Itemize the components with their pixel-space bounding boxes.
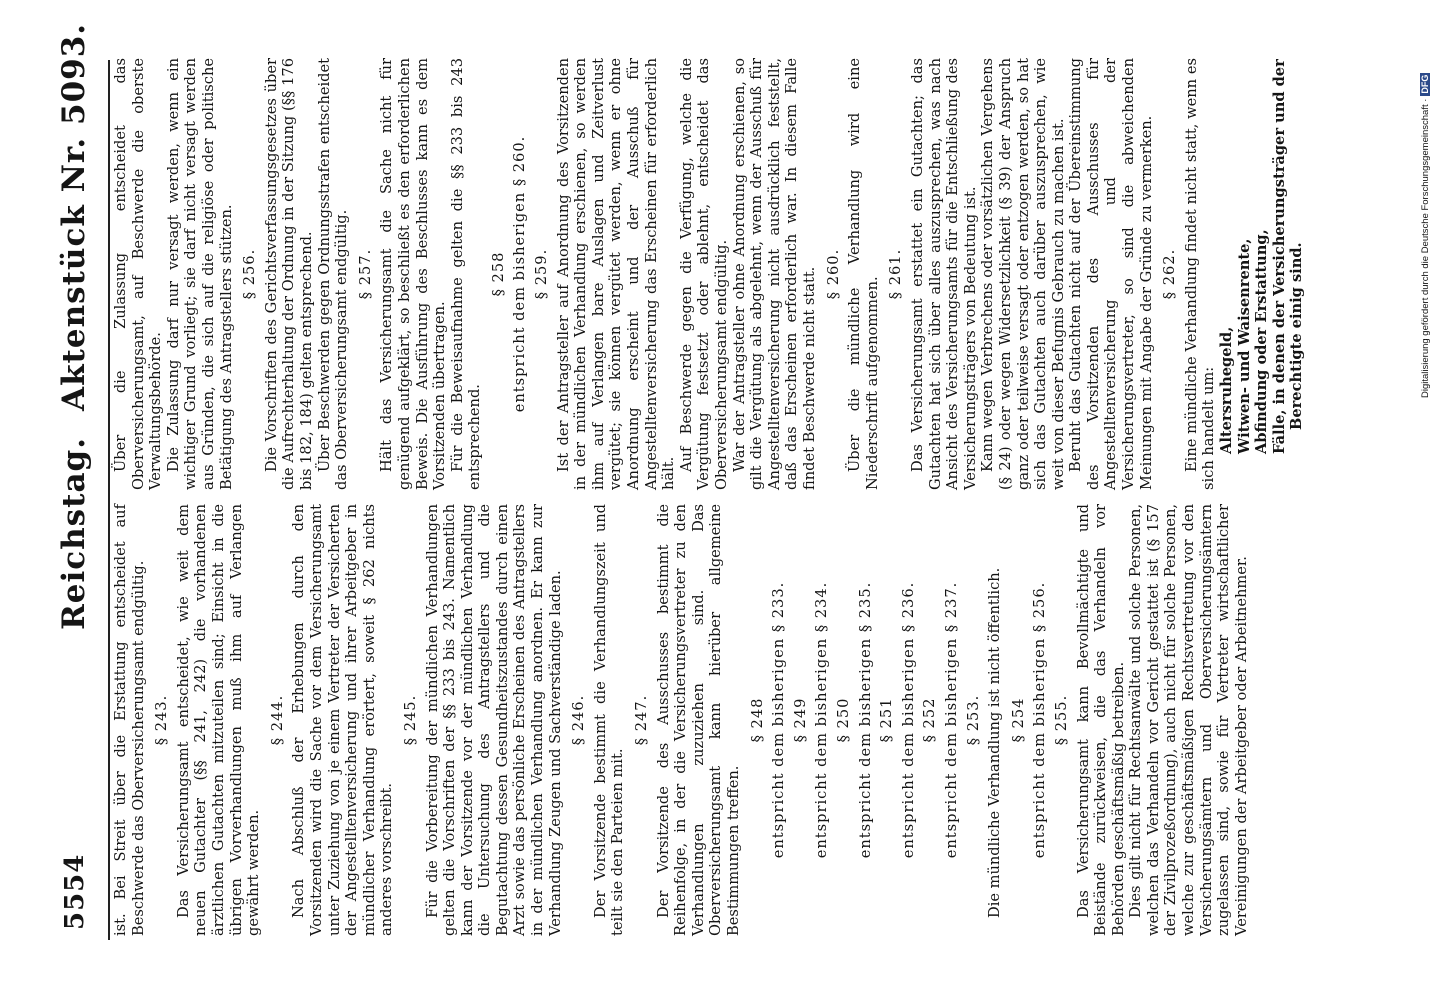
- paragraph: Über die mündliche Verhandlung wird eine Niederschrift aufgenommen.: [846, 58, 881, 490]
- section-heading: § 243.: [153, 694, 171, 746]
- section-heading: § 245.: [401, 694, 419, 746]
- page-number: 5554: [60, 853, 90, 930]
- left-column: [112, 504, 1250, 936]
- section-heading: § 253.: [964, 694, 982, 746]
- section-heading: § 250: [834, 697, 852, 743]
- paragraph: Das Versicherungsamt kann Bevollmächtigte und Beistände zurückweisen, die das Verhandeln vor Behörden geschäftsmäßig betreiben.: [1074, 504, 1127, 936]
- section-heading: § 255.: [1052, 694, 1070, 746]
- header-body: Reichstag.: [56, 436, 92, 630]
- section-heading: entspricht dem bisherigen § 237.: [942, 581, 960, 859]
- header-doc: Aktenstück Nr. 5093.: [56, 22, 92, 411]
- paragraph: Das Versicherungsamt entscheidet, wie weit dem neuen Gutachter (§§ 241, 242) die vorhandenen ärztlichen Gutachten mitzuteilen sind; Einsicht in die übrigen Vorverhandlungen muß ihm auf Verlangen gewährt werden.: [174, 504, 263, 936]
- paragraph: Der Vorsitzende des Ausschusses bestimmt die Reihenfolge, in der die Versicherungsvertreter zu den Verhandlungen zuzuziehen sind. Das Oberversicherungsamt kann hierüber allgemeine Bestimmungen treffen.: [654, 504, 742, 936]
- section-heading: § 262.: [1161, 248, 1179, 300]
- digitization-text: Digitalisierung gefördert durch die Deutsche Forschungsgemeinschaft ·: [1420, 98, 1431, 398]
- section-heading: § 254: [1009, 697, 1027, 743]
- header-rule: [108, 60, 110, 940]
- list-item-continuation: Berechtigte einig sind.: [1288, 242, 1306, 430]
- section-heading: § 244.: [268, 694, 286, 746]
- section-heading: § 256.: [241, 248, 259, 300]
- page-header: [52, 22, 112, 940]
- dfg-logo: DFG: [1420, 74, 1430, 94]
- page-title: [56, 23, 92, 630]
- section-heading: § 247.: [633, 694, 651, 746]
- paragraph: War der Antragsteller ohne Anordnung erschienen, so gilt die Vergütung als abgelehnt, wenn der Ausschuß für Angestelltenversicherung nicht ausdrücklich feststellt, daß das Erscheinen erforderlich war. In diesem Falle findet Beschwerde nicht statt.: [730, 58, 818, 490]
- paragraph: Nach Abschluß der Erhebungen durch den Vorsitzenden wird die Sache vor dem Versicherungsamt unter Zuziehung von je einem Vertreter der Versicherten der Angestelltenversicherung und ihrer Arbeitgeber in mündlicher Verhandlung erörtert, soweit § 262 nichts anderes vorschreibt.: [290, 504, 396, 936]
- section-heading: entspricht dem bisherigen § 234.: [813, 581, 831, 859]
- section-heading: entspricht dem bisherigen § 256.: [1031, 581, 1049, 859]
- section-heading: § 249: [791, 697, 809, 743]
- paragraph: Die Vorschriften des Gerichtsverfassungsgesetzes über die Aufrechterhaltung der Ordnung in der Sitzung (§§ 176 bis 182, 184) gelten entsprechend.: [262, 58, 315, 490]
- section-heading: § 259.: [533, 248, 551, 300]
- section-heading: § 258: [489, 251, 507, 297]
- section-heading: entspricht dem bisherigen § 235.: [856, 581, 874, 859]
- paragraph: Eine mündliche Verhandlung findet nicht statt, wenn es sich handelt um:: [1182, 58, 1218, 490]
- paragraph: Für die Beweisaufnahme gelten die §§ 233 bis 243 entsprechend.: [448, 58, 484, 490]
- paragraph: Ist der Antragsteller auf Anordnung des Vorsitzenden in der mündlichen Verhandlung erschienen, so werden ihm auf Verlangen bare Auslagen und Zeitverlust vergütet; sie können vergütet werden, wenn er ohne Anordnung erscheint und der Ausschuß für Angestelltenversicherung das Erscheinen für erforderlich hält.: [554, 58, 678, 490]
- paragraph: Die Zulassung darf nur versagt werden, wenn ein wichtiger Grund vorliegt; sie darf nicht versagt werden aus Gründen, die sich auf die religiöse oder politische Betätigung des Antragstellers stützen.: [164, 58, 235, 490]
- paragraph: Das Versicherungsamt erstattet ein Gutachten; das Gutachten hat sich über alles auszusprechen, was nach Ansicht des Versicherungsamts für die Entschließung des Versicherungsträgers von Bedeutung ist.: [908, 58, 979, 490]
- section-heading: § 257.: [356, 248, 374, 300]
- paragraph: ist. Bei Streit über die Erstattung entscheidet auf Beschwerde das Oberversicherungsamt endgültig.: [112, 504, 147, 936]
- right-column: [112, 58, 1306, 490]
- paragraph: Der Vorsitzende bestimmt die Verhandlungszeit und teilt sie den Parteien mit.: [591, 504, 627, 936]
- list-item: Abfindung oder Erstattung,: [1253, 229, 1271, 454]
- list-item: Witwen- und Waisenrente,: [1235, 238, 1253, 454]
- paragraph: Kann wegen Verbrechens oder vorsätzlichen Vergehens (§ 24) oder wegen Widersetzlichkeit (§ 39) der Anspruch ganz oder teilweise versagt oder entzogen werden, so hat sich das Gutachten auch darüber auszusprechen, wie weit von dieser Befugnis Gebrauch zu machen ist.: [979, 58, 1067, 490]
- paragraph: Beruht das Gutachten nicht auf der Übereinstimmung des Vorsitzenden des Ausschusses für Angestelltenversicherung und der Versicherungsvertreter, so sind die abweichenden Meinungen mit Angabe der Gründe zu vermerken.: [1067, 58, 1155, 490]
- digitization-note: [1420, 6, 1434, 406]
- paragraph: Über Beschwerden gegen Ordnungsstrafen entscheidet das Oberversicherungsamt endgültig.: [315, 58, 351, 490]
- section-heading: § 261.: [887, 248, 905, 300]
- section-heading: § 252: [921, 697, 939, 743]
- list-item: Fälle, in denen der Versicherungsträger und der: [1270, 59, 1288, 454]
- section-heading: § 248: [748, 697, 766, 743]
- paragraph: Für die Vorbereitung der mündlichen Verhandlungen gelten die Vorschriften der §§ 233 bis 243. Namentlich kann der Vorsitzende vor der mündlichen Verhandlung die Untersuchung des Antragstellers und die Begutachtung dessen Gesundheitszustandes durch einen Arzt sowie das persönliche Erscheinen des Antragstellers in der mündlichen Verhandlung anordnen. Er kann zur Verhandlung Zeugen und Sachverständige laden.: [423, 504, 564, 936]
- section-heading: § 246.: [570, 694, 588, 746]
- list-item: Altersruhegeld,: [1218, 326, 1236, 454]
- paragraph: Dies gilt nicht für Rechtsanwälte und solche Personen, welchen das Verhandeln vor Gericht gestattet ist (§ 157 der Zivilprozeßordnung), auch nicht für solche Personen, welche zur geschäftsmäßigen Rechtsvertretung vor den Versicherungsämtern und Oberversicherungsämtern zugelassen sind, sowie für Vertreter wirtschaftlicher Vereinigungen der Arbeitgeber oder Arbeitnehmer.: [1127, 504, 1250, 936]
- paragraph: Hält das Versicherungsamt die Sache nicht für genügend aufgeklärt, so beschließt es den erforderlichen Beweis. Die Ausführung des Beschlusses kann es dem Vorsitzenden übertragen.: [378, 58, 449, 490]
- section-heading: § 260.: [824, 248, 842, 300]
- section-heading: entspricht dem bisherigen § 233.: [770, 581, 788, 859]
- paragraph: Die mündliche Verhandlung ist nicht öffentlich.: [986, 567, 1004, 918]
- section-heading: entspricht dem bisherigen § 260.: [511, 135, 529, 413]
- section-heading: § 251: [878, 697, 896, 743]
- paragraph: Über die Zulassung entscheidet das Oberversicherungsamt, auf Beschwerde die oberste Verwaltungsbehörde.: [112, 58, 165, 490]
- section-heading: entspricht dem bisherigen § 236.: [899, 581, 917, 859]
- paragraph: Auf Beschwerde gegen die Verfügung, welche die Vergütung festsetzt oder ablehnt, entscheidet das Oberversicherungsamt endgültig.: [677, 58, 730, 490]
